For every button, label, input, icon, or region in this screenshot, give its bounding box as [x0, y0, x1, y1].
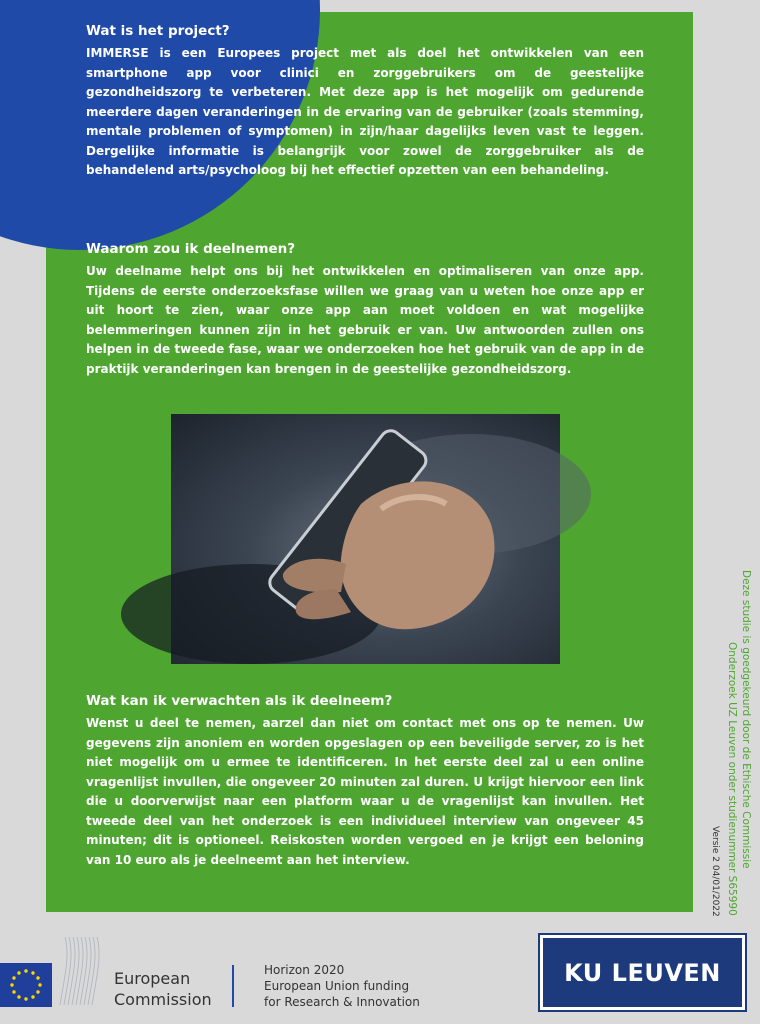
horizon-line3: for Research & Innovation [264, 995, 420, 1009]
side-note-version: Versie 2 04/01/2022 [710, 826, 720, 917]
section-title: Waarom zou ik deelnemen? [86, 241, 296, 257]
horizon-line1: Horizon 2020 [264, 963, 345, 977]
section-expect [86, 692, 644, 870]
ku-leuven-logo [540, 935, 745, 1010]
ec-logo-graphic [55, 935, 105, 1010]
horizon-2020-label [264, 962, 420, 1010]
section-title: Wat is het project? [86, 23, 230, 39]
side-note-line1: Deze studie is goedgekeurd door de Ethische Commissie [740, 570, 752, 869]
horizon-line2: European Union funding [264, 979, 410, 993]
eu-flag-icon [0, 963, 52, 1007]
ethics-side-note [700, 570, 760, 917]
ec-line2: Commission [114, 990, 212, 1009]
section-body: Uw deelname helpt ons bij het ontwikkelen en optimaliseren van onze app. Tijdens de eerste onderzoeksfase willen we graag van u weten hoe onze app er uit hoort te zien, waar onze app aan moet voldoen en wat mogelijke belemmeringen kunnen zijn in het gebruik er van. Uw antwoorden zullen ons helpen in de tweede fase, waar we onderzoeken hoe het gebruik van de app in de praktijk veranderingen kan brengen in de geestelijke gezondheidszorg. [86, 264, 644, 376]
ec-line1: European [114, 969, 191, 988]
section-project [86, 22, 644, 181]
side-note-line2: Onderzoek UZ Leuven onder studienummer S65990 [726, 642, 738, 916]
footer-divider [232, 965, 234, 1007]
european-commission-label [114, 968, 212, 1010]
section-why [86, 240, 644, 379]
ku-leuven-text: KU LEUVEN [564, 958, 721, 987]
hand-holding-smartphone-photo [171, 414, 560, 664]
section-body: IMMERSE is een Europees project met als doel het ontwikkelen van een smartphone app voor clinici en zorggebruikers om de geestelijke gezondheidszorg te verbeteren. Met deze app is het mogelijk om gedurende meerdere dagen veranderingen in de ervaring van de gebruiker (zoals stemming, mentale problemen of symptomen) in zijn/haar dagelijks leven vast te leggen. Dergelijke informatie is belangrijk voor zowel de zorggebruiker als de behandelend arts/psycholoog bij het effectief opzetten van een behandeling. [86, 46, 644, 177]
section-title: Wat kan ik verwachten als ik deelneem? [86, 693, 393, 709]
section-body: Wenst u deel te nemen, aarzel dan niet om contact met ons op te nemen. Uw gegevens zijn anoniem en worden opgeslagen op een beveiligde server, zo is het niet mogelijk om u ermee te identificeren. In het eerste deel zal u een online vragenlijst invullen, die ongeveer 20 minuten zal duren. U krijgt hiervoor een link die u doorverwijst naar een platform waar u de vragenlijst kan invullen. Het tweede deel van het onderzoek is een individueel interview van ongeveer 45 minuten; dit is optioneel. Reiskosten worden vergoed en je krijgt een beloning van 10 euro als je deelneemt aan het interview. [86, 716, 644, 867]
